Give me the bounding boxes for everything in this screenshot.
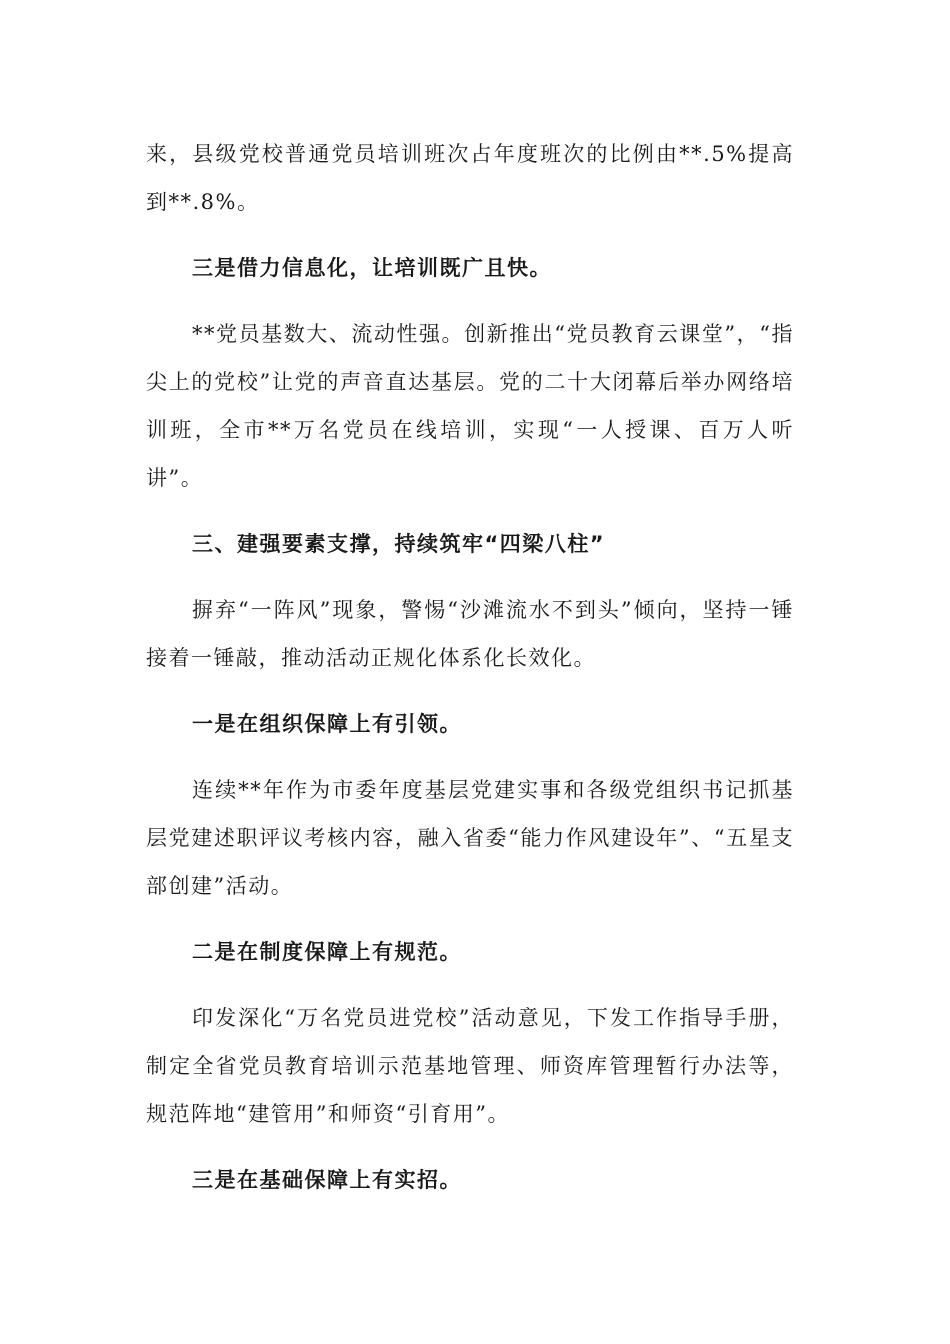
- document-body: [146, 130, 794, 1222]
- paragraph-system: 印发深化“万名党员进党校”活动意见，下发工作指导手册，制定全省党员教育培训示范基地管理、师资库管理暂行办法等，规范阵地“建管用”和师资“引育用”。: [146, 1006, 794, 1126]
- subheading-informatization: 三是借力信息化，让培训既广且快。: [192, 256, 552, 280]
- subheading-foundation: 三是在基础保障上有实招。: [192, 1168, 462, 1192]
- paragraph-long-term: 摒弃“一阵风”现象，警惕“沙滩流水不到头”倾向，坚持一锤接着一锤敲，推动活动正规化体系化长效化。: [146, 598, 794, 670]
- paragraph-continuation: 来，县级党校普通党员培训班次占年度班次的比例由**.5%提高到**.8%。: [146, 142, 794, 214]
- subheading-organization: 一是在组织保障上有引领。: [192, 712, 462, 736]
- paragraph-organization: 连续**年作为市委年度基层党建实事和各级党组织书记抓基层党建述职评议考核内容，融入省委“能力作风建设年”、“五星支部创建”活动。: [146, 778, 794, 898]
- subheading-system: 二是在制度保障上有规范。: [192, 940, 462, 964]
- section-heading-support: 三、建强要素支撑，持续筑牢“四梁八柱”: [192, 532, 606, 556]
- paragraph-cloud-classroom: **党员基数大、流动性强。创新推出“党员教育云课堂”，“指尖上的党校”让党的声音直达基层。党的二十大闭幕后举办网络培训班，全市**万名党员在线培训，实现“一人授课、百万人听讲”。: [146, 322, 794, 490]
